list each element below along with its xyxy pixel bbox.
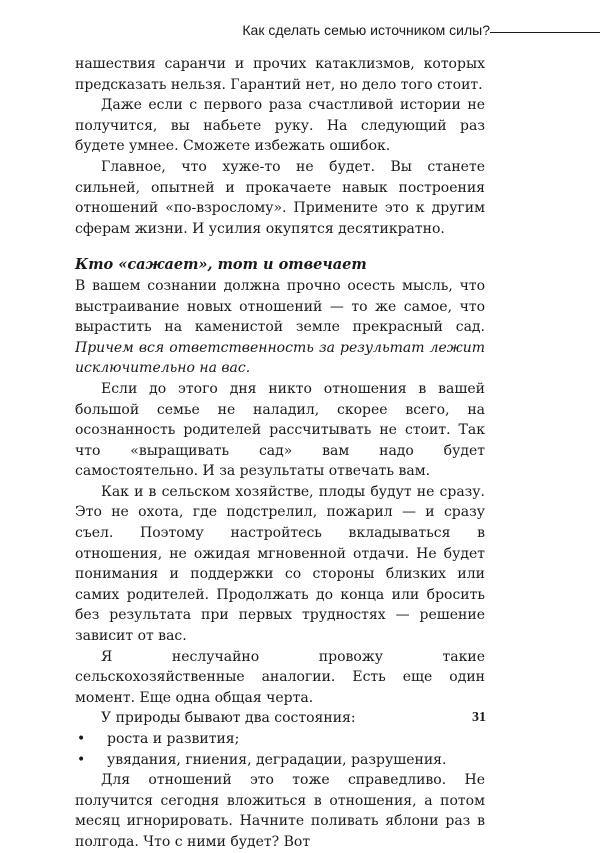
bullet-icon: •	[77, 731, 86, 747]
list-item	[75, 750, 485, 771]
paragraph: Я неслучайно провожу такие сельскохозяйственные аналогии. Есть еще один момент. Еще одна общая черта.	[75, 648, 485, 706]
paragraph: Если до этого дня никто отношения в вашей большой семье не наладил, скорее всего, на осознанность родителей рассчитывать не стоит. Так что «выращивать сад» вам надо будет самостоятельно. И за результаты отвечать вам.	[75, 380, 485, 480]
paragraph: Даже если с первого раза счастливой истории не получится, вы набьете руку. На следующий раз будете умнее. Сможете избежать ошибок.	[75, 97, 485, 155]
paragraph-section-intro	[75, 276, 485, 379]
running-header: Как сделать семью источником силы?	[242, 22, 490, 38]
section-heading: Кто «сажает», тот и отвечает	[75, 256, 367, 274]
list-item	[75, 729, 485, 750]
header-rule	[490, 32, 600, 33]
paragraph-continued: нашествия саранчи и прочих катаклизмов, которых предсказать нельзя. Гарантий нет, но дело того стоит.	[75, 56, 485, 93]
paragraph: Главное, что хуже-то не будет. Вы станете сильней, опытней и прокачаете навык построения отношений «по-взрослому». Примените это к другим сферам жизни. И усилия окупятся десятикратно.	[75, 158, 485, 237]
paragraph: Для отношений это тоже справедливо. Не получится сегодня вложиться в отношения, а потом месяц игнорировать. Начните поливать яблони раз в полгода. Что с ними будет? Вот	[75, 772, 485, 850]
intro-emphasis-text: Причем вся ответственность за результат лежит исключительно на вас.	[75, 339, 485, 377]
paragraph: Как и в сельском хозяйстве, плоды будут не сразу. Это не охота, где подстрелил, пожарил — и сразу съел. Поэтому настройтесь вкладываться в отношения, не ожидая мгновенной отдачи. Не будет понимания и поддержки со стороны близких или самих родителей. Продолжать до конца или бросить без результата при первых трудностях — решение зависит от вас.	[75, 483, 485, 645]
list-item-text: роста и развития;	[107, 731, 240, 747]
list-item-text: увядания, гниения, деградации, разрушения.	[107, 751, 447, 768]
bullet-icon: •	[77, 751, 86, 768]
body-text	[75, 54, 485, 853]
section-gap	[75, 239, 485, 255]
page-number: 31	[472, 710, 486, 725]
paragraph: У природы бывают два состояния:	[101, 710, 356, 727]
intro-plain-text: В вашем сознании должна прочно осесть мысль, что выстраивание новых отношений — то же самое, что вырастить на каменистой земле прекрасный сад.	[75, 277, 485, 336]
